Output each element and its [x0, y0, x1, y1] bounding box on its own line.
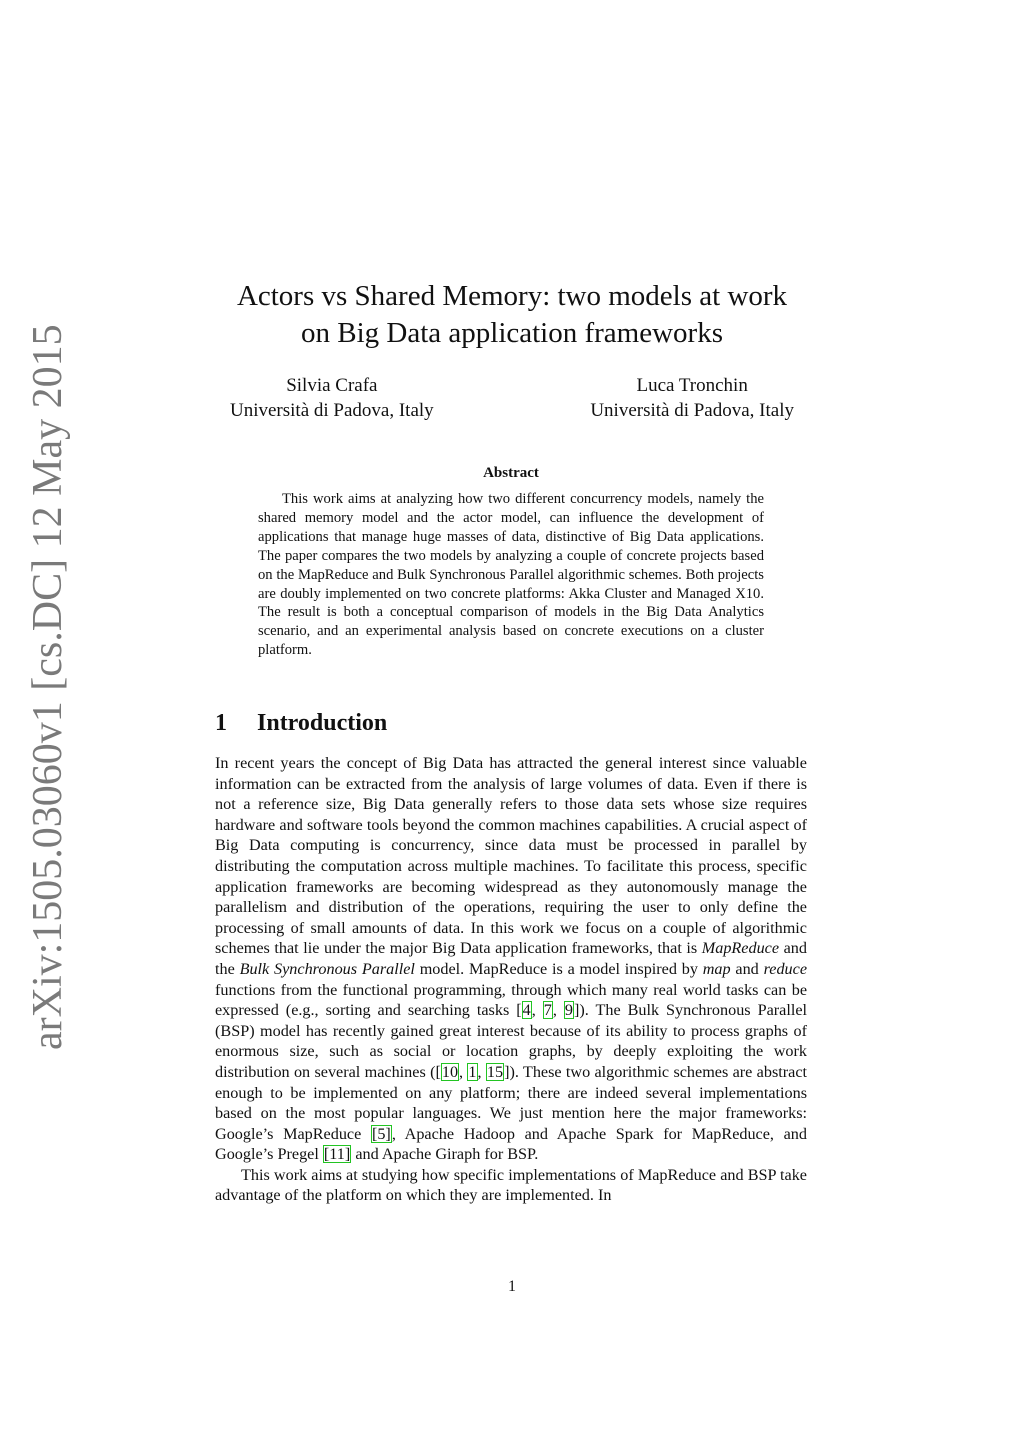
- emphasis: Bulk Synchronous Parallel: [239, 959, 415, 978]
- text-run: ]). The Bulk Synchronous Parallel (BSP) model has recently gained great interest because of its ability to process graphs of enormous size, such as social or location graphs, by deeply exploiting the work distribution on several machines ([: [215, 1001, 808, 1081]
- section-body: [215, 753, 807, 1206]
- text-run: ]). These two algorithmic schemes are abstract enough to be implemented on any platform; there are indeed several implementations based on the most popular languages. We just mention here the major frameworks: Google’s MapReduce: [215, 1062, 808, 1143]
- citation-link[interactable]: 1: [468, 1062, 477, 1081]
- author-name: Silvia Crafa: [286, 375, 378, 396]
- paper-title: [180, 278, 844, 352]
- citation-link[interactable]: 15: [486, 1062, 504, 1081]
- text-run: In recent years the concept of Big Data has attracted the general interest since valuable information can be extracted from the analysis of large volumes of data. Even if there is not a reference size, Big Data generally refers to those data sets whose size requires hardware and software tools beyond the common machines capabilities. A crucial aspect of Big Data computing is concurrency, since data must be processed in parallel by distributing the computation across multiple machines. To facilitate this process, specific application frameworks are becoming widespread as they autonomously manage the parallelism and distribution of the operations, requiring the user to only define the processing of small amounts of data. In this work we focus on a couple of algorithmic schemes that lie under the major Big Data application frameworks, that is: [215, 754, 807, 958]
- author-block: [230, 373, 794, 423]
- text-run: functions from the functional programming, through which many real world tasks can be expressed (e.g., sorting and searching tasks: [215, 980, 807, 1020]
- abstract: [258, 465, 764, 660]
- text-run: and Apache Giraph for BSP.: [351, 1145, 539, 1164]
- citation-link[interactable]: 4: [522, 1001, 531, 1020]
- author-name: Luca Tronchin: [636, 375, 748, 396]
- emphasis: reduce: [763, 959, 808, 978]
- author-affiliation: Università di Padova, Italy: [590, 400, 794, 421]
- author-affiliation: Università di Padova, Italy: [230, 400, 434, 421]
- citation-link[interactable]: 10: [441, 1062, 459, 1081]
- text-run: and the: [215, 939, 807, 978]
- author-1: [230, 373, 434, 423]
- page-number: 1: [508, 1278, 516, 1295]
- citation-link[interactable]: 7: [543, 1001, 552, 1020]
- section-number: 1: [215, 710, 227, 736]
- paragraph-1: [215, 753, 807, 1165]
- text-run: ,: [552, 1001, 564, 1020]
- citation-link[interactable]: [11]: [323, 1145, 351, 1164]
- emphasis: MapReduce: [701, 939, 780, 958]
- author-2: [590, 373, 794, 423]
- abstract-heading: Abstract: [483, 465, 539, 481]
- citation-link[interactable]: [5]: [371, 1124, 391, 1143]
- paragraph-2: This work aims at studying how specific implementations of MapReduce and BSP take advantage of the platform on which they are implemented. In: [215, 1165, 807, 1205]
- title-line-1: Actors vs Shared Memory: two models at work: [236, 280, 788, 312]
- section-title: Introduction: [257, 710, 388, 736]
- text-run: and: [730, 959, 764, 978]
- text-run: , Apache Hadoop and Apache Spark for MapReduce, and Google’s Pregel: [215, 1124, 807, 1164]
- abstract-text: This work aims at analyzing how two different concurrency models, namely the shared memory model and the actor model, can influence the development of applications that manage huge masses of data, distinctive of Big Data applications. The paper compares the two models by analyzing a couple of concrete projects based on the MapReduce and Bulk Synchronous Parallel algorithmic schemes. Both projects are doubly implemented on two concrete platforms: Akka Cluster and Managed X10. The result is both a conceptual comparison of models in the Big Data Analytics scenario, and an experimental analysis based on concrete executions on a cluster platform.: [258, 491, 764, 659]
- text-run: ,: [459, 1062, 468, 1081]
- citation-link[interactable]: 9: [564, 1001, 573, 1020]
- text-run: ,: [477, 1062, 486, 1081]
- title-line-2: on Big Data application frameworks: [301, 317, 723, 349]
- text-run: [: [516, 1001, 522, 1020]
- arxiv-identifier[interactable]: arXiv:1505.03060v1 [cs.DC] 12 May 2015: [25, 324, 71, 1050]
- section-heading: [215, 707, 387, 739]
- text-run: ,: [531, 1001, 543, 1020]
- emphasis: map: [702, 959, 731, 978]
- text-run: model. MapReduce is a model inspired by: [414, 959, 703, 978]
